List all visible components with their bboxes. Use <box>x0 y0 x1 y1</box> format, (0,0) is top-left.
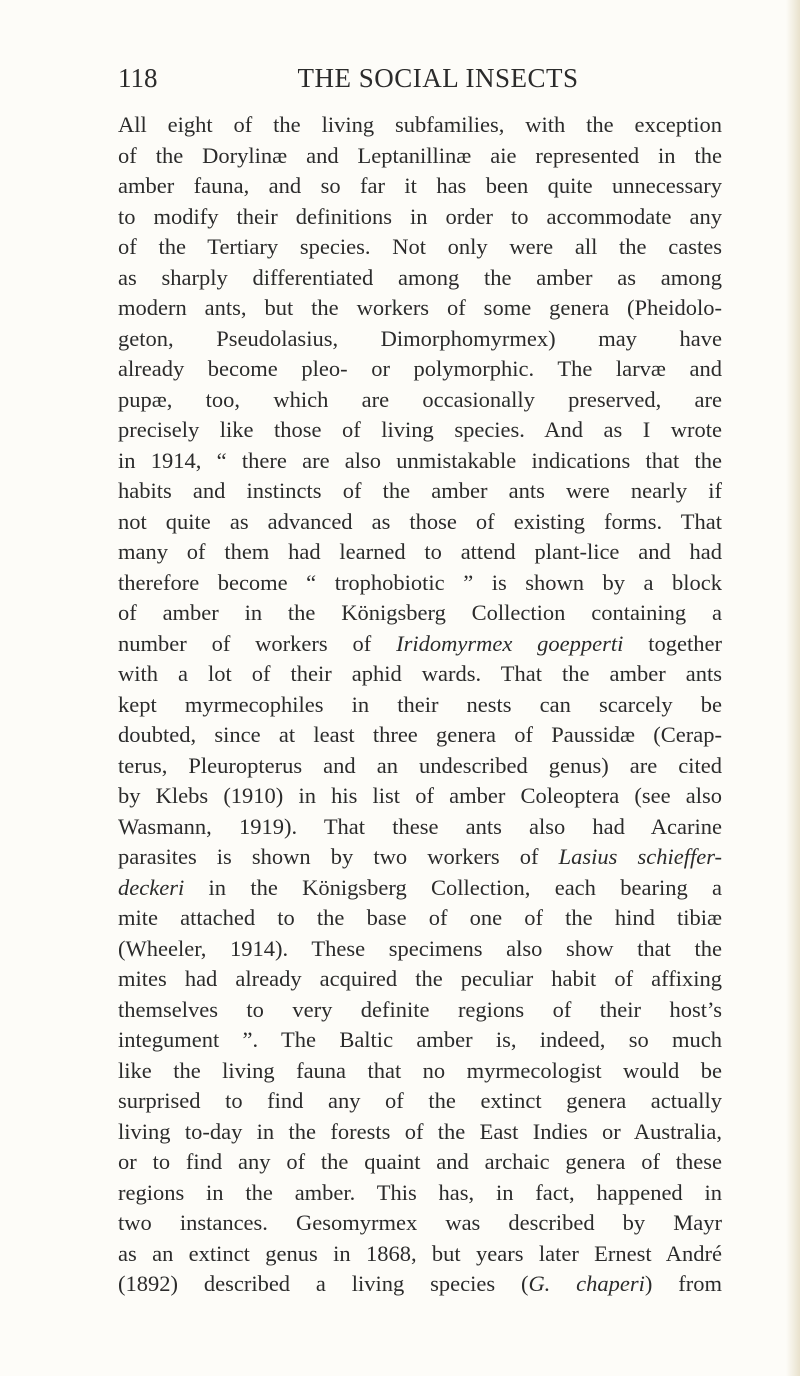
text-line: doubted, since at least three genera of Paussidæ (Cerap- <box>118 722 722 747</box>
text-line: number of workers of Iridomyrmex goepperti together <box>118 630 722 656</box>
text-line: Wasmann, 1919). That these ants also had Acarine <box>118 813 722 839</box>
text-line: therefore become “ trophobiotic ” is shown by a block <box>118 569 722 595</box>
text-line: living to-day in the forests of the East Indies or Australia, <box>118 1118 722 1144</box>
text-line: (Wheeler, 1914). These specimens also show that the <box>118 935 722 961</box>
text-line: precisely like those of living species. And as I wrote <box>118 417 722 442</box>
body-paragraph <box>118 110 722 1300</box>
text-line: to modify their definitions in order to accommodate any <box>118 203 722 229</box>
text-line: mites had already acquired the peculiar habit of affixing <box>118 966 722 991</box>
text-line: (1892) described a living species (G. chaperi) from <box>118 1271 722 1296</box>
text-line: mite attached to the base of one of the hind tibiæ <box>118 905 722 930</box>
text-line: pupæ, too, which are occasionally preserved, are <box>118 386 722 412</box>
page-edge-shadow <box>786 0 800 1376</box>
text-line: by Klebs (1910) in his list of amber Coleoptera (see also <box>118 783 722 808</box>
text-line: integument ”. The Baltic amber is, indeed, so much <box>118 1027 722 1052</box>
text-line: of the Dorylinæ and Leptanillinæ aie represented in the <box>118 142 722 168</box>
text-line: or to find any of the quaint and archaic genera of these <box>118 1149 722 1174</box>
text-line: amber fauna, and so far it has been quite unnecessary <box>118 173 722 198</box>
text-line: kept myrmecophiles in their nests can scarcely be <box>118 691 722 717</box>
text-line: two instances. Gesomyrmex was described by Mayr <box>118 1210 722 1235</box>
text-line: not quite as advanced as those of existing forms. That <box>118 508 722 534</box>
text-line: terus, Pleuropterus and an undescribed genus) are cited <box>118 752 722 778</box>
running-head <box>118 60 718 96</box>
text-line: habits and instincts of the amber ants were nearly if <box>118 478 722 503</box>
text-line: All eight of the living subfamilies, with the exception <box>118 112 722 137</box>
text-line: as sharply differentiated among the amber as among <box>118 264 722 290</box>
text-line: deckeri in the Königsberg Collection, each bearing a <box>118 874 722 900</box>
text-line: already become pleo- or polymorphic. The larvæ and <box>118 356 722 381</box>
text-line: geton, Pseudolasius, Dimorphomyrmex) may have <box>118 325 722 351</box>
text-line: of amber in the Königsberg Collection containing a <box>118 600 722 625</box>
text-line: many of them had learned to attend plant-lice and had <box>118 539 722 564</box>
text-line: like the living fauna that no myrmecologist would be <box>118 1057 722 1083</box>
text-line: as an extinct genus in 1868, but years later Ernest André <box>118 1240 722 1266</box>
page-number: 118 <box>118 63 158 93</box>
text-line: themselves to very definite regions of their host’s <box>118 996 722 1022</box>
running-title: THE SOCIAL INSECTS <box>297 63 579 93</box>
text-line: surprised to find any of the extinct genera actually <box>118 1088 722 1113</box>
text-line: with a lot of their aphid wards. That the amber ants <box>118 661 722 686</box>
text-line: parasites is shown by two workers of Lasius schieffer- <box>118 844 722 869</box>
text-line: of the Tertiary species. Not only were all the castes <box>118 234 722 259</box>
text-line: regions in the amber. This has, in fact, happened in <box>118 1179 722 1205</box>
text-line: modern ants, but the workers of some genera (Pheidolo- <box>118 295 722 320</box>
text-line: in 1914, “ there are also unmistakable indications that the <box>118 447 722 473</box>
